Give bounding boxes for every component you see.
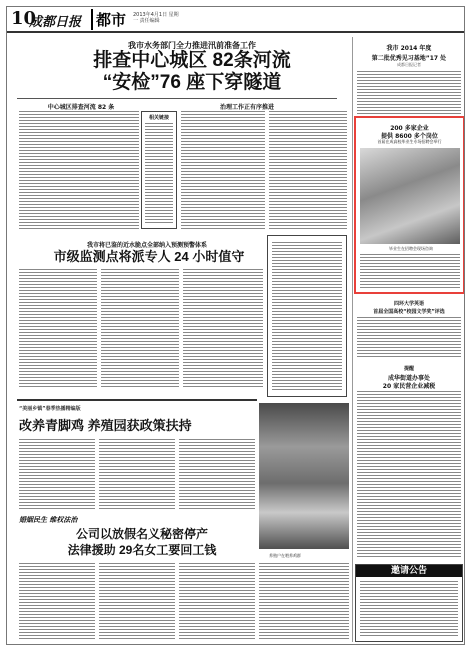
- inset-text: [272, 242, 342, 390]
- column-rule: [352, 37, 353, 642]
- body-text-block: [99, 563, 175, 641]
- body-text-block: [179, 439, 255, 511]
- body-text-block: [357, 71, 461, 115]
- body-text-block: [357, 317, 461, 359]
- chicken-farm-photo: [259, 403, 349, 549]
- inset-box: [267, 235, 347, 397]
- related-links-text: [145, 123, 173, 223]
- right-top-sub: 成都日报记者: [397, 62, 421, 67]
- third-story-headline: 改养青脚鸡 养殖园获政策扶持: [19, 418, 192, 433]
- page-number: 10: [11, 8, 37, 29]
- right-lower-headline-2: 20 家民营企业减税: [382, 383, 436, 390]
- body-text-block: [19, 439, 95, 511]
- fourth-story-headline-2: 法律援助 29名女工要回工钱: [67, 543, 217, 557]
- right-lower-kicker: 提醒: [403, 366, 414, 372]
- notice-box: [355, 564, 463, 642]
- right-mid-kicker: 四环大学英语: [393, 301, 424, 307]
- top-story-deck-left: 中心城区排查河流 82 条: [47, 104, 115, 111]
- related-links-box: [141, 111, 177, 229]
- body-text-block: [259, 563, 349, 641]
- body-text-block: [269, 111, 347, 229]
- body-text-block: [99, 439, 175, 511]
- right-top-kicker: 我市 2014 年度: [386, 45, 432, 52]
- highlighted-article[interactable]: [354, 116, 465, 294]
- highlight-line-2: 提供 8600 多个岗位: [381, 133, 438, 140]
- body-text-block: [19, 563, 95, 641]
- body-text-block: [101, 269, 179, 389]
- column-brand: 婚姻民生 维权法治: [19, 516, 78, 524]
- right-lower-headline-1: 成华街道办事处: [387, 375, 430, 382]
- highlight-line-3: 首届在成高校毕业生专场招聘会举行: [377, 139, 442, 144]
- second-story-headline: 市级监测点将派专人 24 小时值守: [53, 249, 245, 264]
- notice-text: [360, 581, 458, 637]
- body-text-block: [357, 391, 461, 559]
- notice-title: 邀请公告: [356, 565, 462, 577]
- date-line: 2013年4月1日 星期一 责任编辑: [133, 12, 179, 24]
- fourth-story-headline-1: 公司以放假名义秘密停产: [75, 527, 208, 541]
- right-mid-headline: 首届全国高校“校园文学奖”评选: [373, 309, 445, 315]
- body-text-block: [183, 269, 263, 389]
- third-story-tag: “美丽乡镇”春季热播精编版: [19, 406, 81, 412]
- divider: [17, 98, 337, 99]
- newspaper-page: [6, 6, 465, 645]
- highlight-body-text: [360, 254, 460, 290]
- section-name: 都市: [91, 9, 126, 30]
- body-text-block: [19, 111, 139, 231]
- highlight-line-1: 200 多家企业: [390, 125, 429, 132]
- body-text-block: [179, 563, 255, 641]
- body-text-block: [19, 269, 97, 389]
- highlight-photo-caption: 毕业生在招聘会现场咨询: [389, 246, 433, 251]
- top-story-deck-right: 治理工作正有序推进: [219, 104, 274, 111]
- second-story-kicker: 我市将已鉴的近水脆点全部纳入预测预警体系: [86, 242, 207, 249]
- top-story-headline-1: 排查中心城区 82条河流: [93, 50, 291, 71]
- photo-caption: 养殖户在喂养鸡群: [269, 553, 301, 558]
- top-story-kicker: 我市水务部门全力推进汛前准备工作: [128, 41, 256, 50]
- newspaper-name: 成都日报: [29, 15, 82, 30]
- body-text-block: [181, 111, 265, 229]
- divider: [17, 399, 257, 401]
- job-fair-photo: [360, 148, 460, 244]
- right-top-headline: 第二批优秀见习基地”17 处: [371, 55, 447, 62]
- related-links-title: 相关链接: [148, 115, 169, 121]
- top-story-headline-2: “安检”76 座下穿隧道: [102, 72, 282, 93]
